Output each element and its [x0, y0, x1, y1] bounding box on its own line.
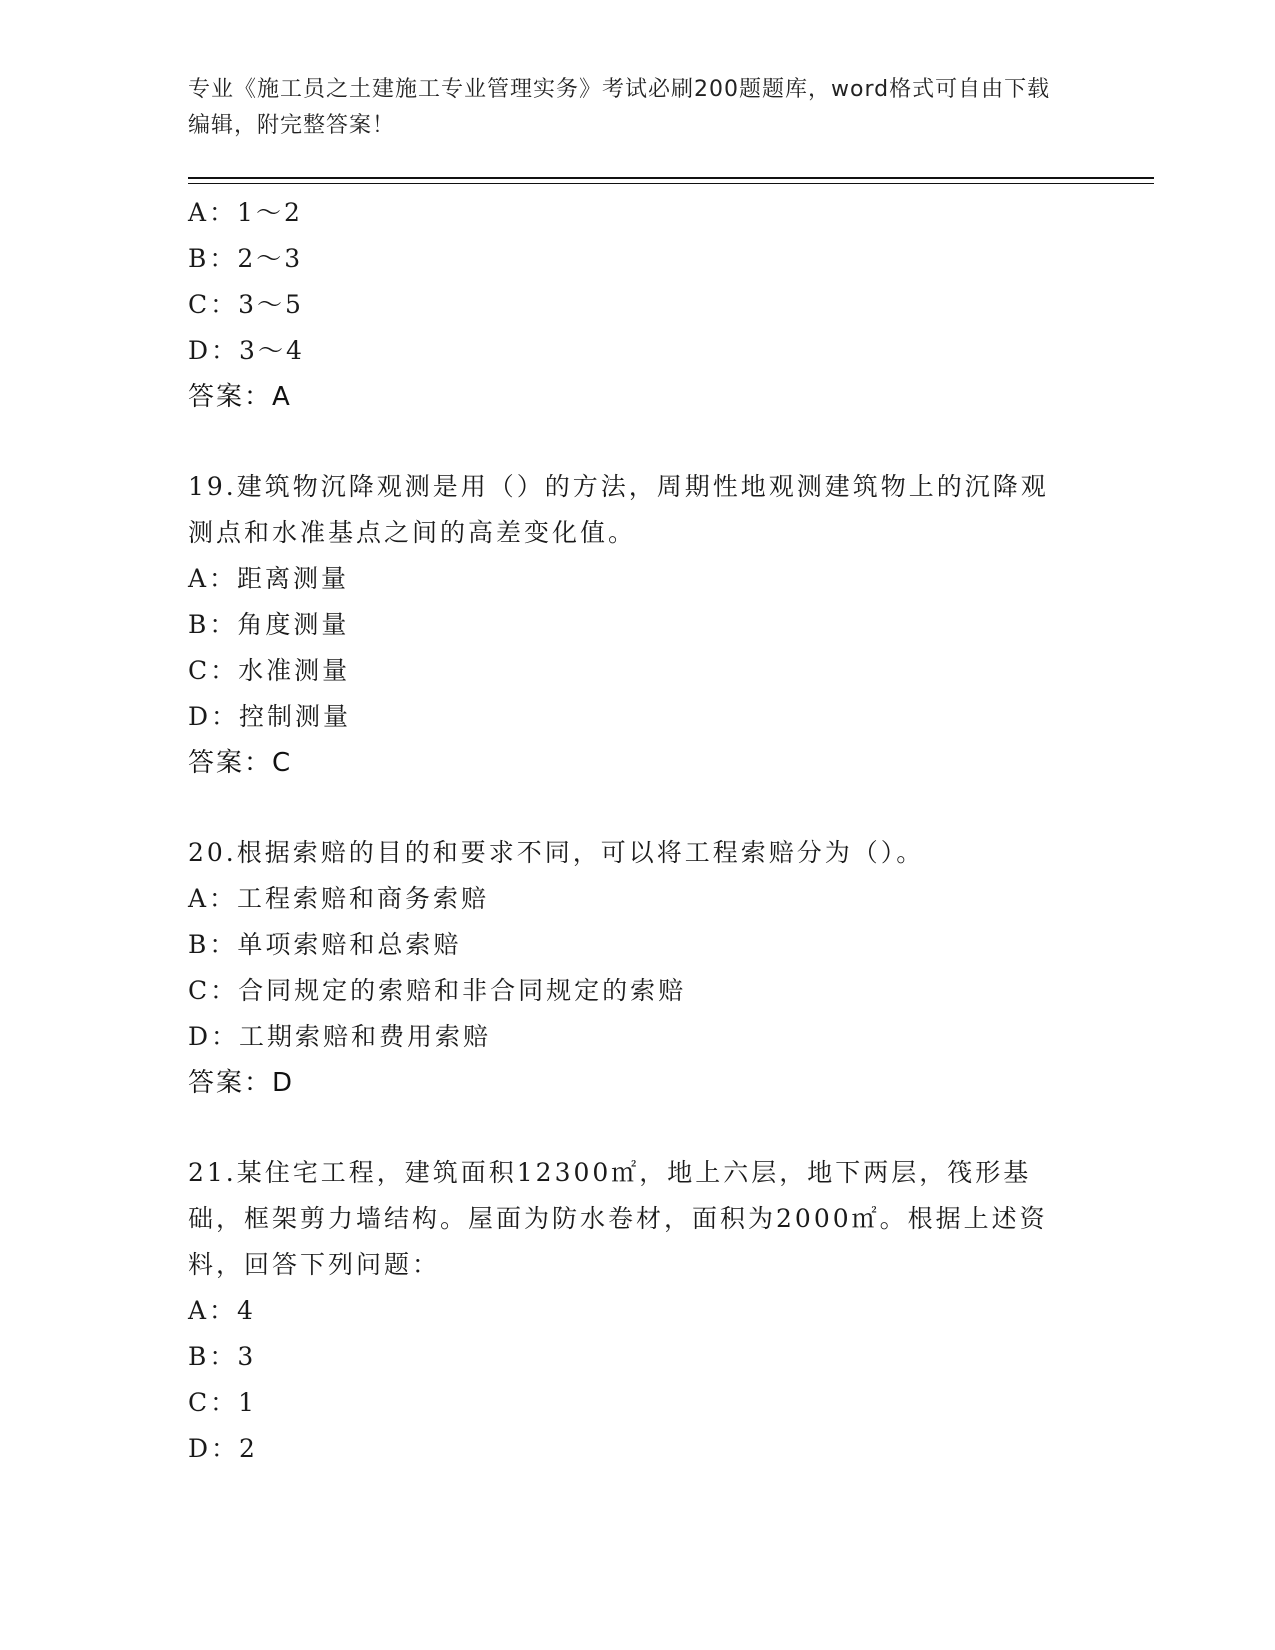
question-20-block: [188, 830, 1088, 1106]
question-19-block: [188, 464, 1088, 786]
spacer: [188, 786, 1088, 830]
question-18-block: [188, 190, 1088, 420]
answer-line: 答案：D: [188, 1068, 295, 1098]
option-b: B：3: [188, 1342, 257, 1371]
option-b: B：2～3: [188, 244, 304, 273]
spacer: [188, 1106, 1088, 1150]
option-a: A：工程索赔和商务索赔: [188, 884, 490, 913]
answer-line: 答案：A: [188, 382, 292, 412]
question-stem: 19.建筑物沉降观测是用（）的方法，周期性地观测建筑物上的沉降观测点和水准基点之间的高差变化值。: [188, 472, 1049, 547]
option-d: D：2: [188, 1434, 258, 1463]
answer-line: 答案：C: [188, 748, 293, 778]
header-divider-thin: [188, 183, 1154, 184]
question-21-block: [188, 1150, 1088, 1472]
document-header-title: 专业《施工员之土建施工专业管理实务》考试必刷200题题库，word格式可自由下载编辑，附完整答案！: [188, 77, 1051, 138]
option-d: D：工期索赔和费用索赔: [188, 1022, 492, 1051]
question-stem: 21.某住宅工程，建筑面积12300㎡，地上六层，地下两层，筏形基础，框架剪力墙结构。屋面为防水卷材，面积为2000㎡。根据上述资料，回答下列问题：: [188, 1158, 1048, 1279]
header-divider-thick: [188, 177, 1154, 179]
question-content: [188, 190, 1088, 1472]
option-a: A：距离测量: [188, 564, 350, 593]
option-c: C：合同规定的索赔和非合同规定的索赔: [188, 976, 687, 1005]
option-c: C：1: [188, 1388, 258, 1417]
option-a: A：4: [188, 1296, 256, 1325]
option-b: B：角度测量: [188, 610, 350, 639]
option-d: D：3～4: [188, 336, 305, 365]
spacer: [188, 420, 1088, 464]
question-stem: 20.根据索赔的目的和要求不同，可以将工程索赔分为（）。: [188, 838, 925, 867]
option-a: A：1～2: [188, 198, 303, 227]
option-c: C：3～5: [188, 290, 304, 319]
option-c: C：水准测量: [188, 656, 351, 685]
option-b: B：单项索赔和总索赔: [188, 930, 462, 959]
option-d: D：控制测量: [188, 702, 352, 731]
